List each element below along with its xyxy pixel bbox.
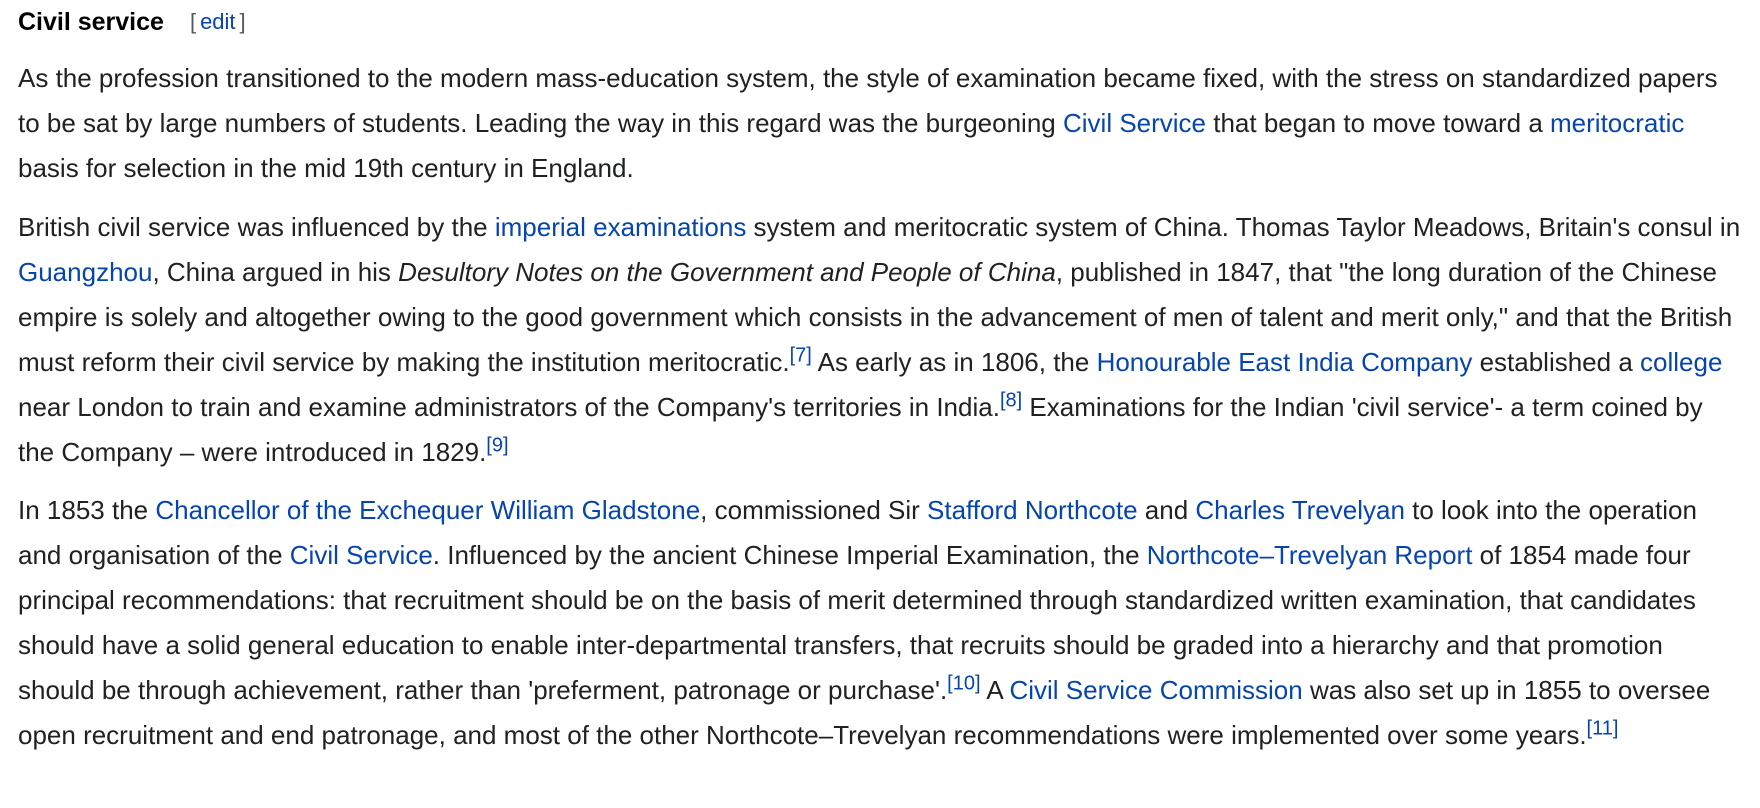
edit-bracket-open: [ (189, 9, 197, 34)
text: and (1137, 495, 1196, 525)
section-heading (18, 0, 1743, 40)
article-section (18, 0, 1743, 758)
edit-section-links (190, 9, 246, 35)
paragraph-3 (18, 488, 1743, 758)
text: of 1854 made four principal recommendations: that recruitment should be on the basis of merit determined through standardized written examination, that candidates should have a solid general education to enable inter-departmental transfers, that recruits should be graded into a hierarchy and that promotion should be through achievement, rather than 'preferment, patronage or purchase'. (18, 540, 1696, 705)
text: that began to move toward a (1206, 108, 1551, 138)
edit-bracket-close: ] (239, 9, 246, 34)
link-gladstone[interactable]: Chancellor of the Exchequer William Gladstone (155, 495, 701, 525)
text: system and meritocratic system of China. Thomas Taylor Meadows, Britain's consul in (746, 212, 1741, 242)
citation-link[interactable]: [8] (999, 389, 1023, 412)
text: near London to train and examine administrators of the Company's territories in India. (18, 392, 1000, 422)
paragraph-2 (18, 205, 1743, 475)
text: , China argued in his (152, 257, 399, 287)
link-civil-service-2[interactable]: Civil Service (289, 540, 433, 570)
citation-11[interactable] (1587, 717, 1619, 739)
text: A (980, 675, 1010, 705)
link-stafford-northcote[interactable]: Stafford Northcote (927, 495, 1138, 525)
text: , published in 1847, that "the long duration of the Chinese empire is solely and altogether owing to the good government which consists in the advancement of men of talent and merit only," and that the British must reform their civil service by making the institution meritocratic. (18, 257, 1733, 377)
text: . Influenced by the ancient Chinese Imperial Examination, the (432, 540, 1147, 570)
citation-link[interactable]: [10] (947, 672, 981, 695)
text: basis for selection in the mid 19th century in England. (18, 153, 634, 183)
link-charles-trevelyan[interactable]: Charles Trevelyan (1195, 495, 1405, 525)
citation-link[interactable]: [9] (486, 434, 509, 457)
link-meritocratic[interactable]: meritocratic (1550, 108, 1685, 138)
section-title: Civil service (18, 7, 164, 36)
text: In 1853 the (18, 495, 156, 525)
text: British civil service was influenced by the (18, 212, 495, 242)
citation-7[interactable] (790, 344, 812, 366)
link-guangzhou[interactable]: Guangzhou (18, 257, 153, 287)
text: to look into the operation and organisation of the (18, 495, 1697, 570)
link-northcote-trevelyan-report[interactable]: Northcote–Trevelyan Report (1146, 540, 1473, 570)
citation-10[interactable] (947, 672, 980, 694)
citation-link[interactable]: [7] (789, 344, 812, 367)
link-civil-service-commission[interactable]: Civil Service Commission (1009, 675, 1303, 705)
text: , commissioned Sir (700, 495, 928, 525)
book-title: Desultory Notes on the Government and People of China (398, 257, 1056, 287)
text: As early as in 1806, the (811, 347, 1097, 377)
edit-link[interactable]: edit (200, 9, 236, 34)
link-imperial-examinations[interactable]: imperial examinations (494, 212, 747, 242)
text: established a (1472, 347, 1641, 377)
link-civil-service[interactable]: Civil Service (1062, 108, 1207, 138)
link-college[interactable]: college (1640, 347, 1723, 377)
link-east-india-company[interactable]: Honourable East India Company (1096, 347, 1473, 377)
text: was also set up in 1855 to oversee open recruitment and end patronage, and most of the other Northcote–Trevelyan recommendations were implemented over some years. (18, 675, 1711, 750)
citation-8[interactable] (1000, 389, 1022, 411)
citation-9[interactable] (486, 434, 508, 456)
citation-link[interactable]: [11] (1586, 717, 1619, 740)
paragraph-1 (18, 56, 1743, 191)
text: Examinations for the Indian 'civil service'- a term coined by the Company – were introduced in 1829. (18, 392, 1703, 467)
text: As the profession transitioned to the modern mass-education system, the style of examination became fixed, with the stress on standardized papers to be sat by large numbers of students. Leading the way in this regard was the burgeoning (18, 63, 1718, 138)
